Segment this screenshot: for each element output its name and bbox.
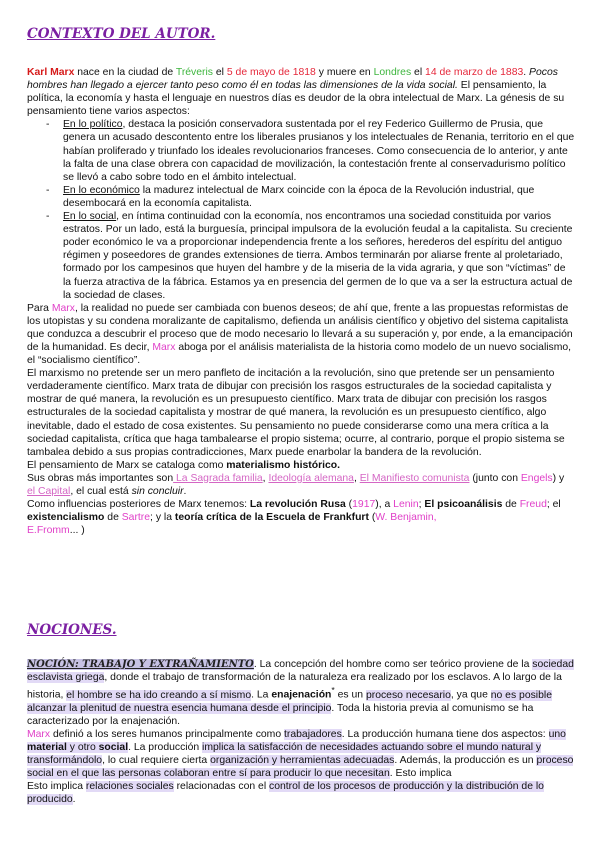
text: . La concepción del hombre como ser teórico proviene de la [253, 659, 533, 670]
sin-concluir: sin concluir [131, 486, 184, 497]
text: aboga por el análisis materialista de la historia como modelo de un nuevo socialismo, el “socialismo científico”. [27, 341, 572, 367]
materialismo-paragraph [27, 459, 575, 472]
text: . [183, 486, 187, 497]
highlight: no es posible alcanzar la plenitud de nuestra esencia humana desde el principio [27, 689, 552, 714]
year-1917: 1917 [352, 499, 376, 511]
text: el [411, 67, 426, 78]
text: , lo cual requiere cierta [102, 755, 211, 767]
bullet-economico [27, 184, 575, 210]
nociones-body [27, 658, 575, 807]
highlight: organización y herramientas adecuadas [210, 755, 395, 767]
freud-name: Freud [519, 499, 547, 511]
text: el [213, 67, 227, 78]
text: . La producción humana tiene dos aspectos: [341, 728, 549, 740]
text: definió a los seres humanos principalmente como [50, 728, 285, 740]
marx-name: Marx [27, 728, 51, 740]
text: , [262, 472, 269, 484]
city-londres: Londres [373, 67, 412, 78]
section-title-contexto: CONTEXTO DEL AUTOR. [27, 26, 216, 42]
quote: Pocos hombres han llegado a ejercer tanto peso como él en todas las dimensiones de la vida social. [27, 67, 558, 92]
city-treveris: Tréveris [175, 67, 213, 78]
text: . La [251, 689, 272, 701]
text: Sus obras más importantes son [27, 472, 174, 484]
influencia-existencialismo: existencialismo [27, 512, 105, 524]
text: Como influencias posteriores de Marx tenemos: [27, 499, 250, 511]
bullet-text: , destaca la posición conservadora sustentada por el rey Federico Guillermo de Prusia, que genera un acusado descontento entre los liberales prusianos y los intelectuales de Renania, territorio en el que habían proliferado y triunfado los ideales revolucionarios franceses. Como consecuencia de lo anterior, y ante la falta de una clase obrera con capacidad de movilización, la contestación frente al conservadurismo político se llevó a cabo sobre todo en el ámbito intelectual. [63, 119, 575, 183]
text: El pensamiento de Marx se cataloga como [27, 459, 227, 471]
obra-capital-link[interactable]: el Capital [27, 486, 71, 497]
text: relacionadas con el [173, 781, 270, 793]
text: Para [27, 302, 52, 314]
highlight: control de los procesos de producción y la distribución de lo producido [27, 781, 544, 806]
bullet-dash: - [46, 119, 50, 131]
text: ... ) [69, 525, 85, 537]
engels-name: Engels [520, 472, 553, 484]
text: , el cual está [70, 486, 132, 497]
obras-paragraph [27, 472, 575, 498]
marx-name: Marx [152, 341, 176, 353]
highlight-social: social [98, 742, 129, 754]
text: . Toda la historia previa al comunismo se ha caracterizado por la enajenación. [27, 702, 534, 727]
text: de [104, 512, 122, 524]
marxismo-paragraph: El marxismo no pretende ser un mero panfleto de incitación a la revolución, sino que pretende ser un pensamiento verdaderamente científico. Marx trata de dibujar con precisión los rasgos estructurales de la sociedad capitalista y mostrar de qué manera, la revolución es un presupuesto científico. Marx trata de dibujar con precisión los rasgos estructurales de la sociedad capitalista y mostrar de qué manera, la revolución es un presupuesto científico, algo inevitable, dado el estado de cosa existentes. Su pensamiento no puede considerarse como una mera crítica a la sociedad capitalista, crítica que haga tambalearse el propio sistema; ocurre, al contrario, porque el propio sistema se tambalea debido a sus propias contradicciones, Marx puede enarbolar la bandera de la revolución. [27, 368, 565, 458]
enajenacion-term: enajenación [271, 689, 332, 701]
bullet-heading: En lo social [63, 211, 117, 223]
influencia-psicoanalisis: El psicoanálisis [424, 499, 503, 511]
bullet-social [27, 210, 575, 302]
author-name: Karl Marx [27, 67, 75, 78]
text: nace en la ciudad de [74, 67, 176, 78]
intro-paragraph [27, 66, 575, 118]
influencia-revolucion-rusa: La revolución Rusa [249, 499, 346, 511]
text: . Esto implica [389, 768, 452, 780]
bullet-text: , en íntima continuidad con la economía, nos encontramos una sociedad constituida por varios estratos. Por un lado, está la burguesía, principal impulsora de la evolución feudal a la capitalista. Su creciente poder económico le va a proporcionar independencia frente a los señores, herederos del espíritu del antiguo régimen y poseedores de grandes extensiones de tierra. Ambos terminarán por aliarse frente al proletariado, formado por los campesinos que huyen del hambre y de la miseria de la vida agraria, y que son “víctimas” de la fuerza atractiva de la fábrica. Estamos ya en presencia del germen de lo que va a ser la estructura actual de la sociedad de clases. [63, 211, 573, 301]
text: . La producción [128, 742, 203, 754]
text: , la realidad no puede ser cambiada con buenos deseos; de ahí que, frente a las propuestas reformistas de los utopistas y su condena moralizante de capitalismo, defienda un análisis científico y objetivo del sistema capitalista que conduzca a descubrir el proceso que de modo necesario lo llevará a su superación y, por ende, a la emancipación de la humanidad. Es decir, [27, 302, 573, 353]
bullet-dash: - [46, 211, 50, 223]
text: , donde el trabajo de transformación de la naturaleza era realizado por los esclavos. A lo largo de la historia, [27, 672, 562, 701]
text: El pensamiento, la política, la economía y hasta el lenguaje en nuestros días es deudor de la obra intelectual de Marx. La génesis de su pensamiento tiene varios aspectos: [27, 80, 565, 118]
bullet-heading: En lo económico [63, 184, 140, 196]
bullet-text: la madurez intelectual de Marx coincide con la época de la Revolución industrial, que desembocará en la economía capitalista. [63, 184, 535, 209]
text: Esto implica [27, 781, 86, 793]
benjamin-name: W. Benjamin, [375, 512, 437, 524]
influencia-frankfurt: teoría crítica de la Escuela de Frankfurt [174, 512, 369, 524]
text: ), a [375, 499, 394, 511]
marx-name: Marx [51, 302, 75, 314]
highlight: uno [548, 728, 566, 740]
text: ; y la [150, 512, 175, 524]
contexto-body [27, 66, 575, 537]
lenin-name: Lenin [393, 499, 419, 511]
footnote-mark: * [331, 685, 335, 696]
bullet-heading: En lo político [63, 119, 123, 131]
text: . [523, 67, 527, 78]
bullet-dash: - [46, 184, 50, 196]
text: . Además, la producción es un [394, 755, 537, 767]
sartre-name: Sartre [121, 512, 151, 524]
section-title-nociones: NOCIONES. [27, 622, 117, 638]
birth-date: 5 de mayo de 1818 [226, 67, 316, 78]
obra-sagrada-familia-link[interactable]: La Sagrada familia [173, 472, 263, 484]
highlight: y otro [66, 742, 99, 754]
text: , ya que [450, 689, 491, 701]
highlight: implica la satisfacción de necesidades actuando sobre el mundo natural y transformándolo [27, 742, 542, 767]
obra-manifiesto-link[interactable]: El Manifiesto comunista [359, 472, 470, 484]
bullet-politico [27, 118, 575, 183]
text: ; el [546, 499, 561, 511]
fromm-name: E.Fromm [27, 525, 70, 537]
influencias-paragraph [27, 498, 575, 537]
text: , [353, 472, 360, 484]
text: ) y [552, 472, 565, 484]
text: ( [345, 499, 353, 511]
materialismo-term: materialismo histórico. [226, 459, 341, 471]
highlight: sociedad esclavista griega [27, 659, 574, 684]
obra-ideologia-alemana-link[interactable]: Ideología alemana [268, 472, 354, 484]
text: (junto con [469, 472, 521, 484]
para-marx-paragraph [27, 302, 575, 367]
highlight: trabajadores [284, 728, 342, 740]
text: . [72, 794, 76, 806]
highlight: el hombre se ha ido creando a sí mismo [66, 689, 252, 701]
nocion-heading: NOCIÓN: TRABAJO Y EXTRAÑAMIENTO [27, 659, 254, 670]
highlight: proceso social en el que las personas colaboran entre sí para producir lo que necesitan [27, 755, 574, 780]
death-date: 14 de marzo de 1883 [425, 67, 524, 78]
highlight-material: material [27, 742, 67, 754]
highlight: relaciones sociales [85, 781, 174, 793]
nocion-paragraph [27, 658, 575, 807]
text: y muere en [315, 67, 374, 78]
text: ( [368, 512, 376, 524]
highlight: proceso necesario [365, 689, 451, 701]
text: ; [418, 499, 425, 511]
text: es un [334, 689, 366, 701]
text: de [502, 499, 520, 511]
